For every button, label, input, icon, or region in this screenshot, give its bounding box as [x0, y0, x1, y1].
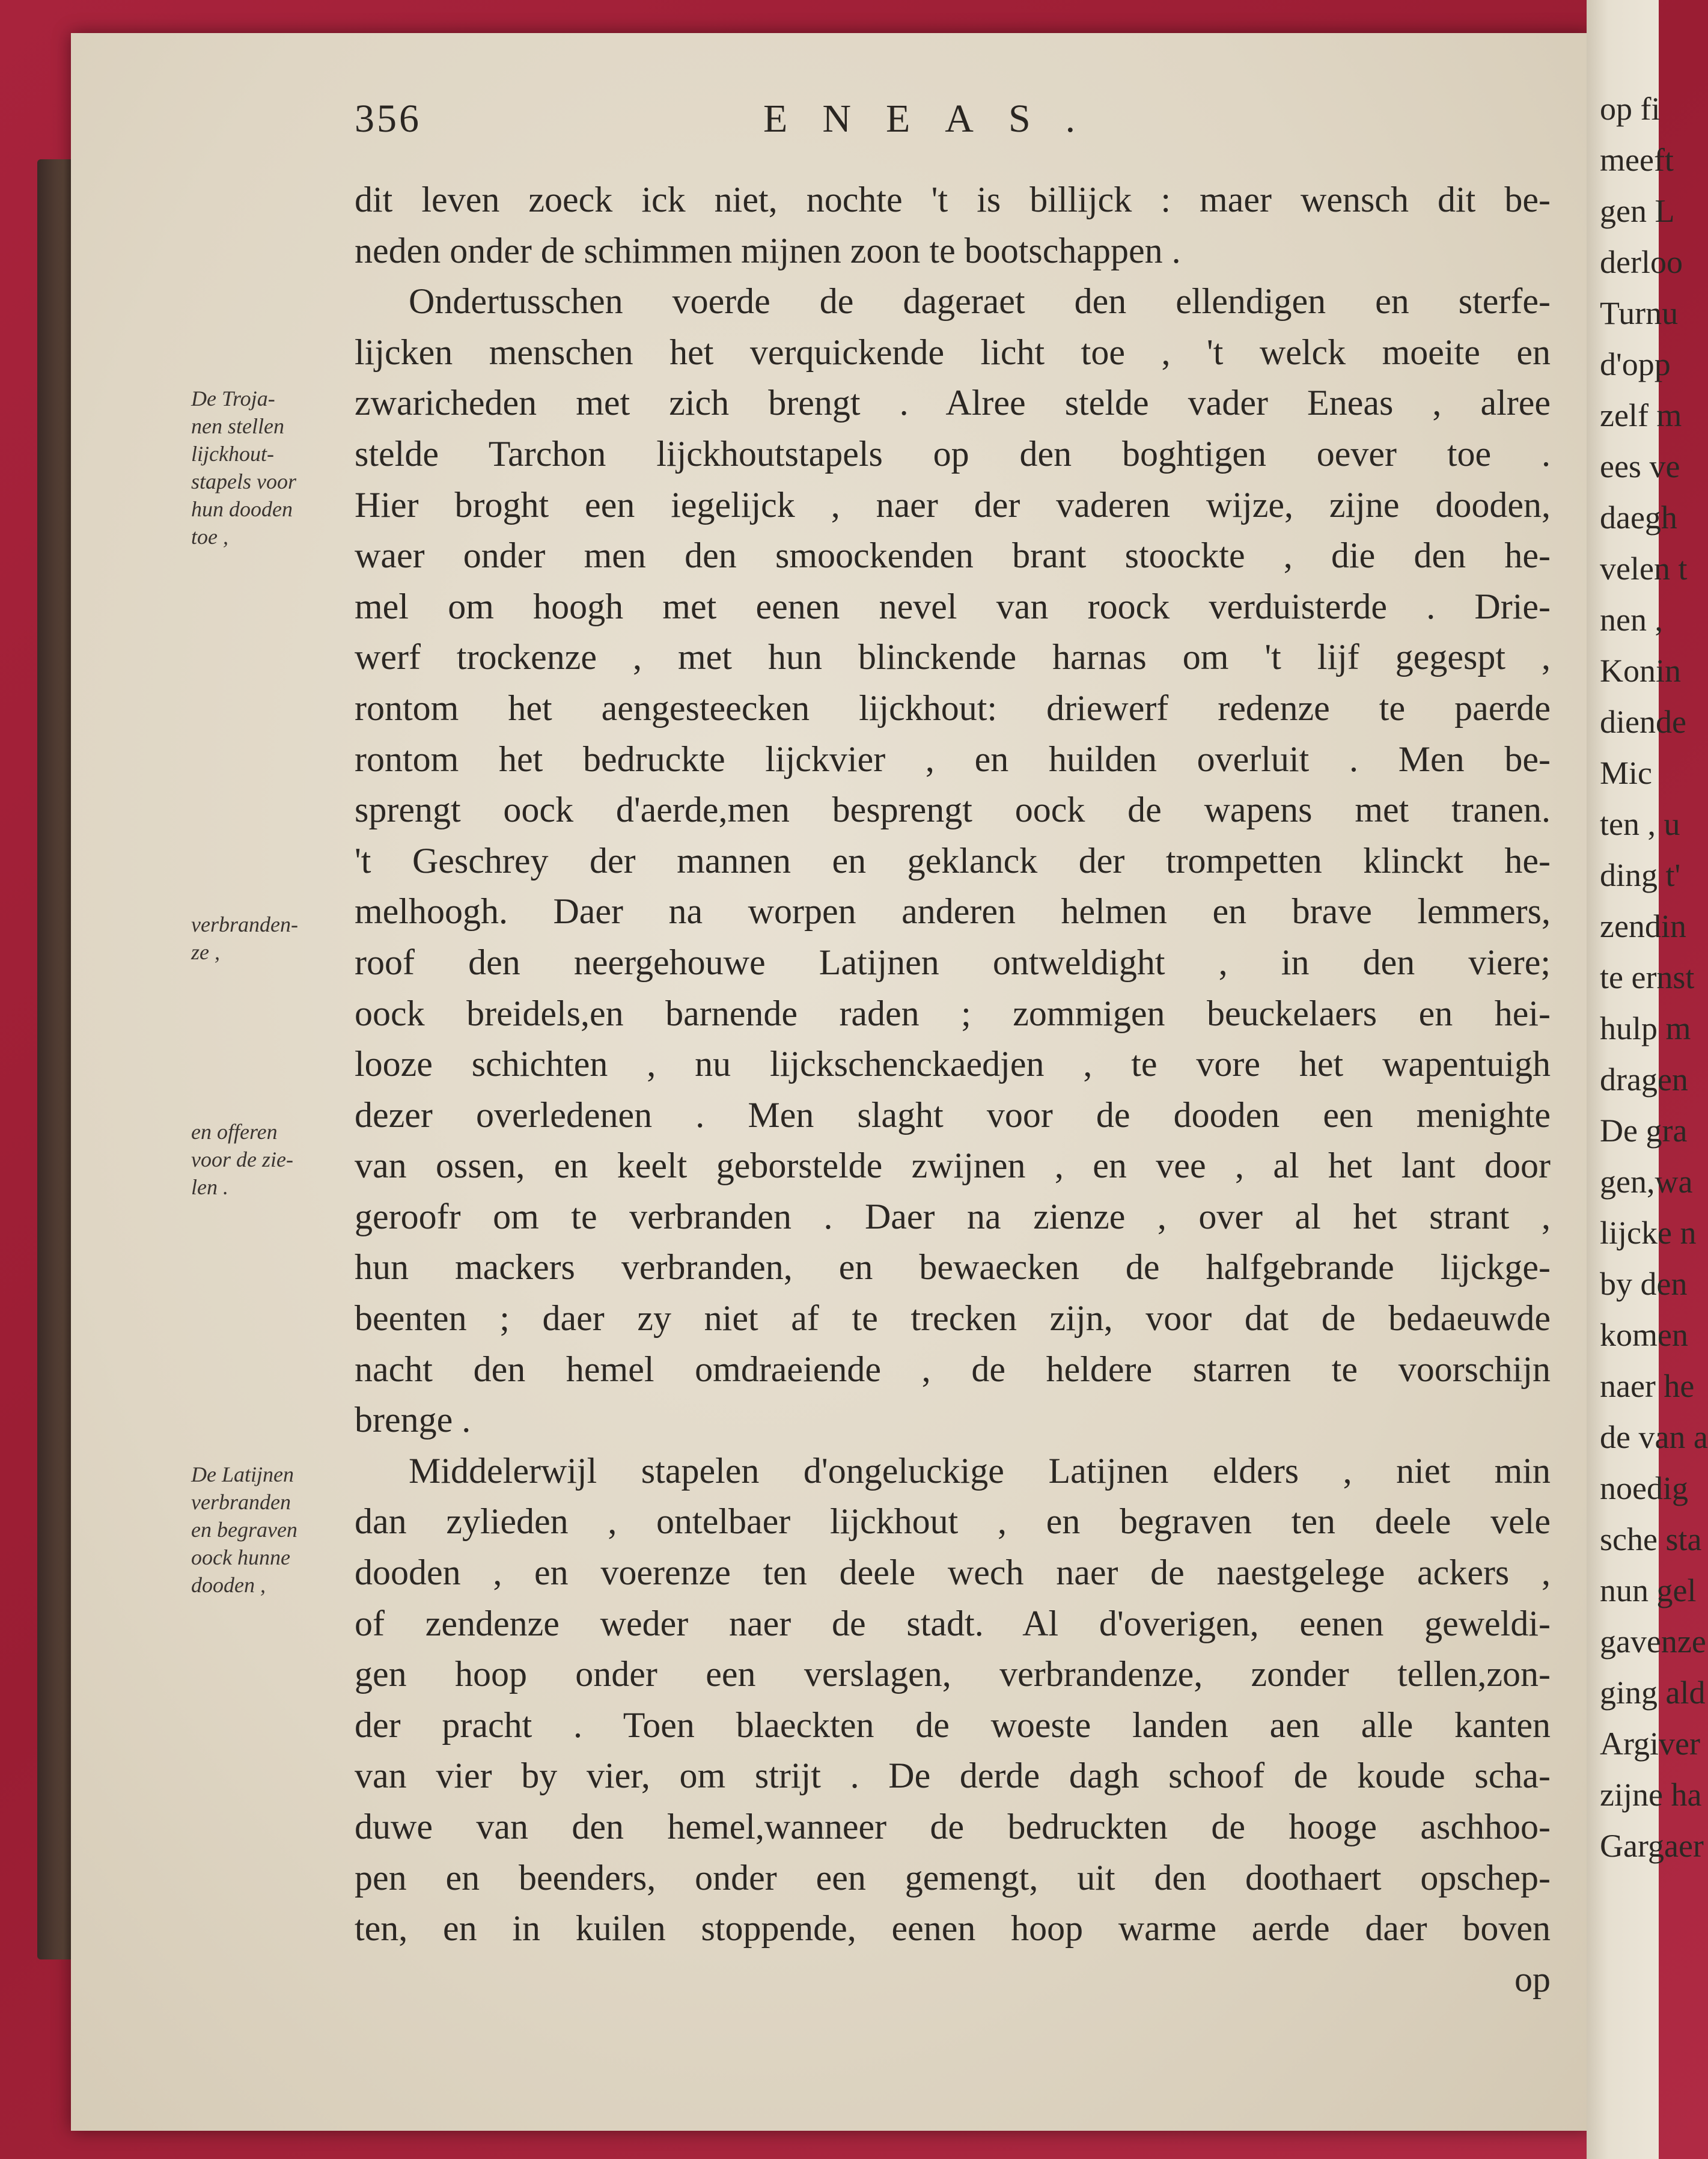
facing-page-fragment: meeft: [1600, 142, 1674, 178]
text-line: van vier by vier, om strijt . De derde dagh schoof de koude scha-: [355, 1756, 1551, 1796]
margin-note-line: stapels voor: [191, 469, 296, 493]
margin-note-line: nen stellen: [191, 414, 284, 438]
margin-note-line: voor de zie-: [191, 1147, 293, 1171]
margin-note-line: en begraven: [191, 1518, 297, 1542]
margin-note: [191, 1118, 365, 1201]
facing-page-fragment: dragen: [1600, 1061, 1688, 1098]
text-line: rontom het bedruckte lijckvier , en huilden overluit . Men be-: [355, 739, 1551, 779]
facing-page-fragment: derloo: [1600, 244, 1683, 280]
facing-page-fragment: ding t': [1600, 857, 1681, 893]
margin-note-line: ze ,: [191, 940, 220, 964]
text-line: zwaricheden met zich brengt . Alree stelde vader Eneas , alree: [355, 383, 1551, 423]
facing-page-fragment: de van a: [1600, 1419, 1708, 1455]
facing-page-fragment: gen L: [1600, 193, 1675, 229]
facing-page-fragment: De gra: [1600, 1113, 1688, 1149]
facing-page-fragment: noedig: [1600, 1470, 1688, 1506]
facing-page-fragment: Konin: [1600, 653, 1681, 689]
text-line: pen en beenders, onder een gemengt, uit den doothaert opschep-: [355, 1857, 1551, 1898]
facing-page-fragment: d'opp: [1600, 346, 1671, 382]
margin-note-line: oock hunne: [191, 1545, 290, 1569]
text-line: lijcken menschen het verquickende licht toe , 't welck moeite en: [355, 332, 1551, 372]
text-line: brenge .: [355, 1400, 471, 1440]
margin-note-line: dooden ,: [191, 1573, 266, 1597]
facing-page-fragment: ging ald: [1600, 1675, 1706, 1711]
catchword: op: [1514, 1959, 1551, 1999]
facing-page-fragment: te ernst: [1600, 959, 1695, 995]
margin-note-line: hun dooden: [191, 497, 293, 521]
text-line: nacht den hemel omdraeiende , de heldere starren te voorschijn: [355, 1349, 1551, 1389]
margin-note-line: toe ,: [191, 525, 228, 549]
text-line: dezer overledenen . Men slaght voor de dooden een menighte: [355, 1095, 1551, 1135]
text-line: Middelerwijl stapelen d'ongeluckige Latijnen elders , niet min: [409, 1450, 1551, 1491]
text-line: werf trockenze , met hun blinckende harnas om 't lijf gegespt ,: [355, 637, 1551, 677]
facing-page-fragment: lijcke n: [1600, 1215, 1697, 1251]
text-line: van ossen, en keelt geborstelde zwijnen , en vee , al het lant door: [355, 1146, 1551, 1186]
text-line: dit leven zoeck ick niet, nochte 't is billijck : maer wensch dit be-: [355, 180, 1551, 219]
margin-note-line: verbranden: [191, 1490, 291, 1514]
text-line: Hier broght een iegelijck , naer der vaderen wijze, zijne dooden,: [355, 484, 1551, 525]
text-line: of zendenze weder naer de stadt. Al d'overigen, eenen geweldi-: [355, 1603, 1551, 1643]
facing-page-fragment: ten , u: [1600, 806, 1680, 842]
facing-page-fragment: by den: [1600, 1266, 1688, 1302]
facing-page-fragment: Mic: [1600, 755, 1652, 791]
margin-note-line: en offeren: [191, 1120, 278, 1144]
text-line: rontom het aengesteecken lijckhout: driewerf redenze te paerde: [355, 688, 1551, 728]
facing-page-fragment: zendin: [1600, 908, 1686, 944]
text-line: 't Geschrey der mannen en geklanck der trompetten klinckt he-: [355, 840, 1551, 881]
text-line: dooden , en voerenze ten deele wech naer de naestgelege ackers ,: [355, 1553, 1551, 1593]
facing-page-edge: [1587, 0, 1708, 2159]
margin-note: [191, 385, 365, 551]
facing-page-fragment: diende: [1600, 704, 1686, 740]
facing-page-fragment: hulp m: [1600, 1010, 1691, 1046]
text-line: stelde Tarchon lijckhoutstapels op den boghtigen oever toe .: [355, 433, 1551, 474]
margin-note-line: len .: [191, 1175, 228, 1199]
margin-note-line: De Troja-: [191, 386, 275, 411]
margin-note-line: lijckhout-: [191, 442, 274, 466]
facing-page-fragment: zijne ha: [1600, 1777, 1702, 1813]
text-line: neden onder de schimmen mijnen zoon te bootschappen .: [355, 230, 1181, 270]
facing-page-fragment: Turnu: [1600, 295, 1679, 331]
facing-page-fragment: daegh: [1600, 499, 1677, 536]
facing-page-fragment: nun gel: [1600, 1572, 1697, 1608]
facing-page-fragment: Argiver: [1600, 1726, 1700, 1762]
text-line: looze schichten , nu lijckschenckaedjen , te vore het wapentuigh: [355, 1044, 1551, 1084]
text-line: duwe van den hemel,wanneer de bedruckten de hooge aschhoo-: [355, 1807, 1551, 1846]
text-line: mel om hoogh met eenen nevel van roock verduisterde . Drie-: [355, 586, 1551, 626]
facing-page-fragment: op fi: [1600, 91, 1661, 127]
text-line: roof den neergehouwe Latijnen ontweldight , in den viere;: [355, 942, 1551, 982]
text-line: hun mackers verbranden, en bewaecken de halfgebrande lijckge-: [355, 1247, 1551, 1287]
text-line: geroofr om te verbranden . Daer na zienze , over al het strant ,: [355, 1196, 1551, 1236]
text-line: beenten ; daer zy niet af te trecken zijn, voor dat de bedaeuwde: [355, 1298, 1551, 1339]
text-line: Ondertusschen voerde de dageraet den ellendigen en sterfe-: [409, 281, 1551, 322]
margin-note-line: De Latijnen: [191, 1462, 294, 1486]
text-line: melhoogh. Daer na worpen anderen helmen en brave lemmers,: [355, 891, 1551, 932]
text-line: dan zylieden , ontelbaer lijckhout , en begraven ten deele vele: [355, 1501, 1551, 1542]
page-number: 356: [355, 97, 421, 141]
margin-note: [191, 1461, 365, 1599]
facing-page-fragment: zelf m: [1600, 397, 1682, 433]
text-line: oock breidels,en barnende raden ; zommigen beuckelaers en hei-: [355, 993, 1551, 1033]
text-line: der pracht . Toen blaeckten de woeste landen aen alle kanten: [355, 1705, 1551, 1745]
margin-note-line: verbranden-: [191, 912, 298, 936]
facing-page-fragment: Gargaer: [1600, 1828, 1704, 1864]
facing-page-fragment: gen,wa: [1600, 1164, 1693, 1200]
facing-page-fragment: naer he: [1600, 1368, 1695, 1404]
facing-page-fragment: velen t: [1600, 551, 1688, 587]
facing-page-fragment: sche sta: [1600, 1521, 1702, 1557]
running-title: ENEAS.: [763, 97, 1111, 141]
facing-page-fragment: gavenze: [1600, 1623, 1706, 1660]
facing-page-fragment: ees ve: [1600, 448, 1680, 484]
text-line: gen hoop onder een verslagen, verbrandenze, zonder tellen,zon-: [355, 1654, 1551, 1694]
margin-note: [191, 911, 365, 966]
page-header: [355, 96, 1539, 150]
facing-page-fragment: komen: [1600, 1317, 1688, 1353]
text-line: waer onder men den smoockenden brant stoockte , die den he-: [355, 536, 1551, 576]
text-line: ten, en in kuilen stoppende, eenen hoop warme aerde daer boven: [355, 1908, 1551, 1949]
main-text-block: [355, 174, 1551, 2005]
facing-page-fragment: nen ,: [1600, 602, 1663, 638]
text-line: sprengt oock d'aerde,men besprengt oock de wapens met tranen.: [355, 790, 1551, 830]
